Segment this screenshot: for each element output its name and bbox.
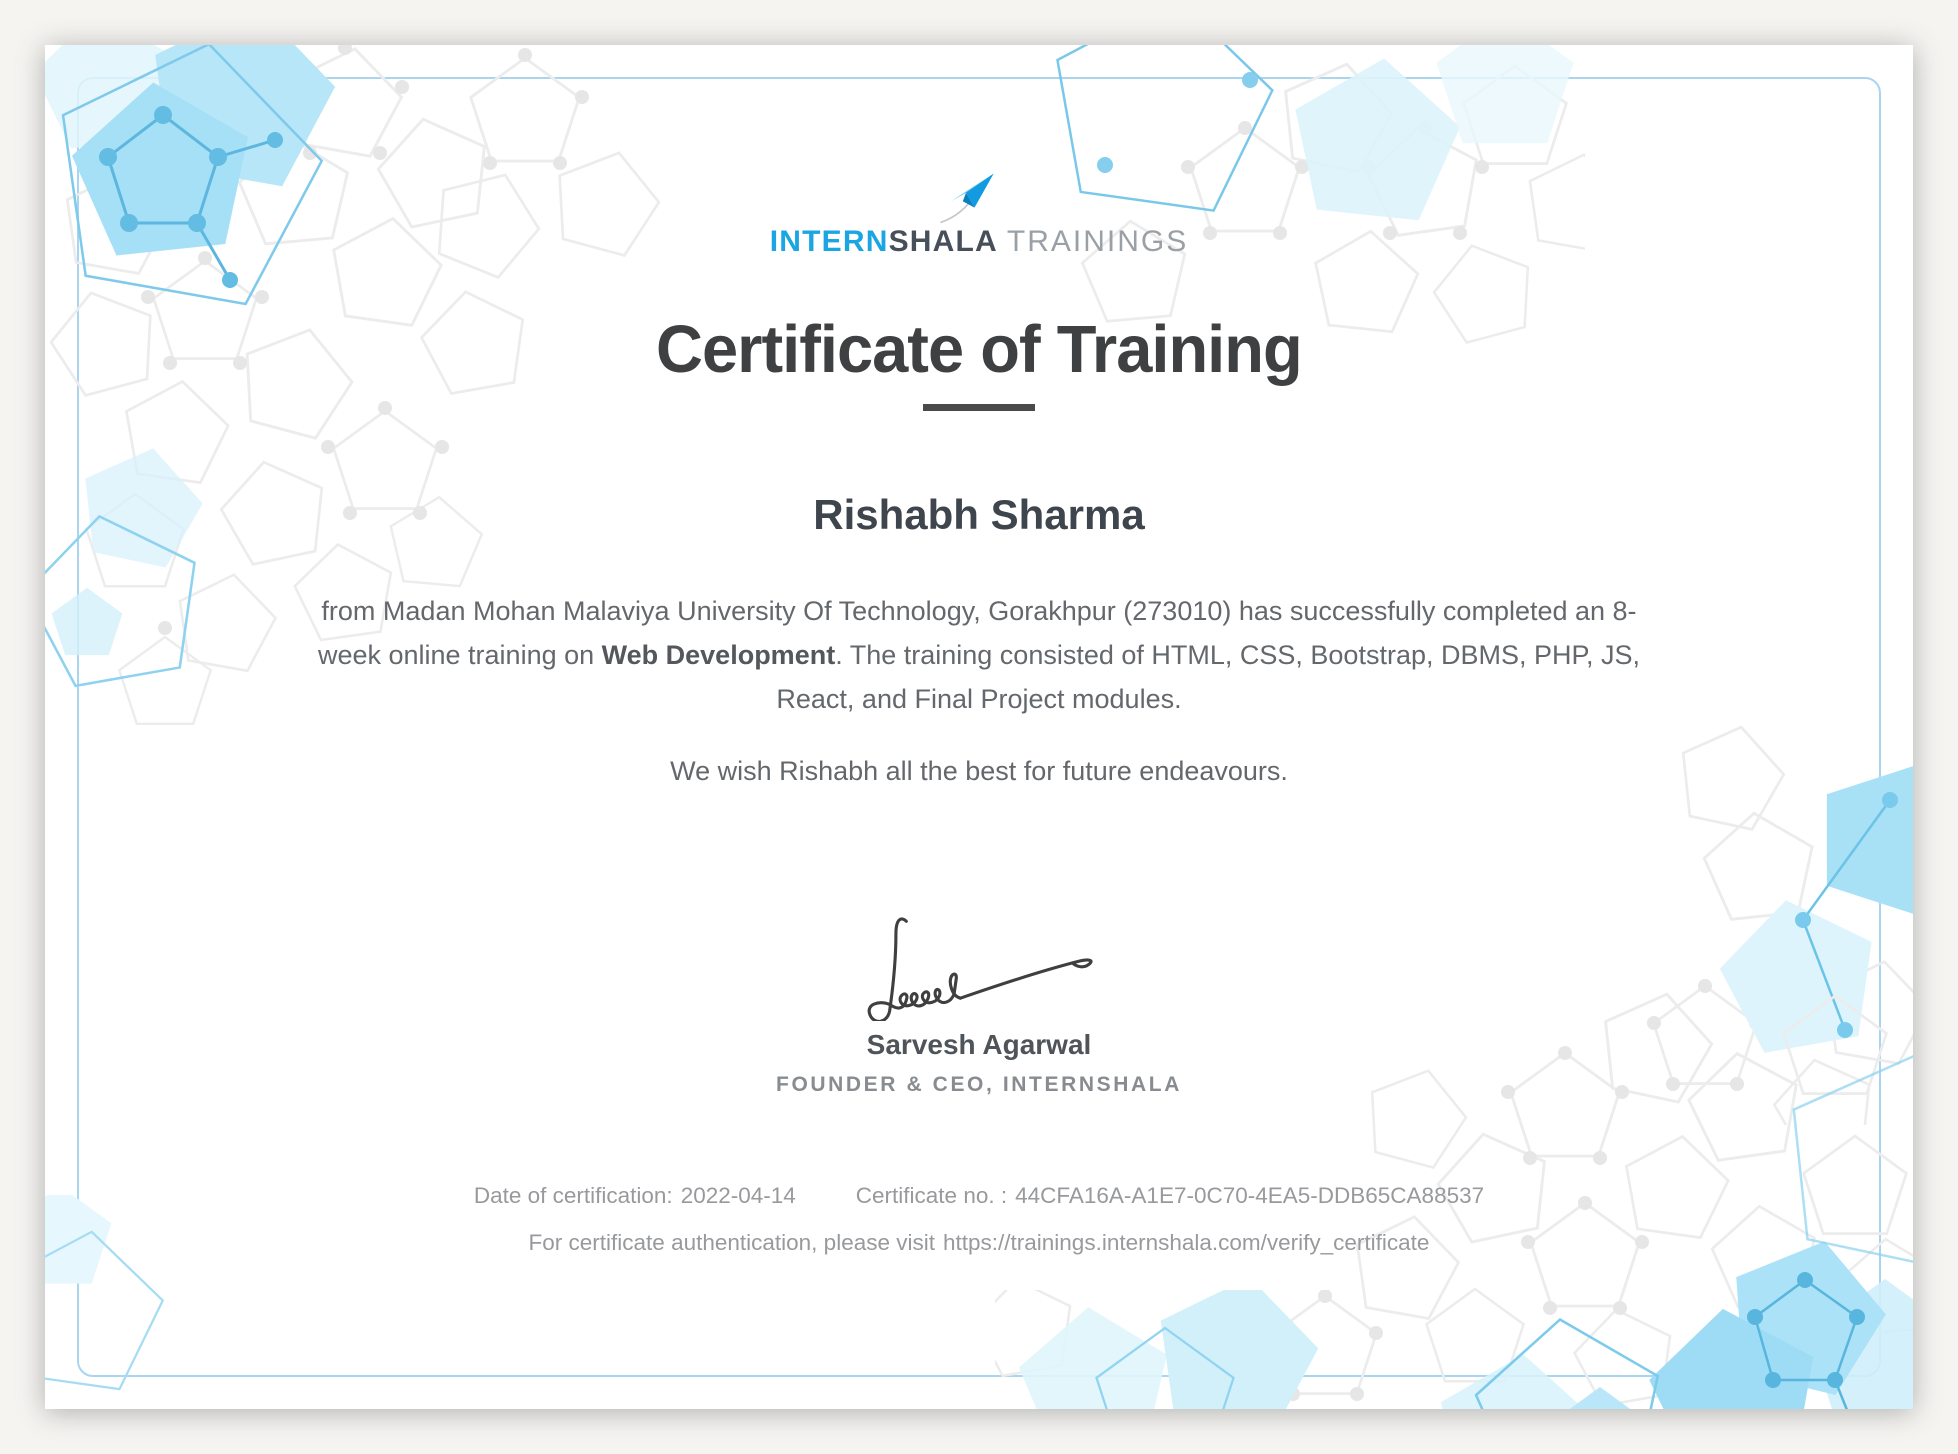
- verification-url: https://trainings.internshala.com/verify_certificate: [942, 1229, 1430, 1255]
- internshala-logo: [770, 169, 1189, 259]
- certificate-meta: [474, 1183, 1484, 1209]
- recipient-name: Rishabh Sharma: [813, 490, 1145, 538]
- date-value: 2022-04-14: [680, 1182, 796, 1208]
- body-line-3: React, and Final Project modules.: [776, 683, 1182, 714]
- certificate-number-value: 44CFA16A-A1E7-0C70-4EA5-DDB65CA88537: [1015, 1182, 1485, 1208]
- logo-word-intern: INTERN: [769, 225, 889, 258]
- signatory-role: FOUNDER & CEO, INTERNSHALA: [776, 1072, 1182, 1096]
- body-line-2: [318, 633, 1640, 677]
- signatory-name: Sarvesh Agarwal: [866, 1028, 1092, 1060]
- certificate-number-label: Certificate no. :: [855, 1182, 1008, 1208]
- authentication-text: For certificate authentication, please visit: [528, 1229, 935, 1255]
- date-label: Date of certification:: [473, 1182, 673, 1208]
- body-line-1: from Madan Mohan Malaviya University Of Technology, Gorakhpur (273010) has successfully completed an 8-: [321, 595, 1637, 626]
- body-line-2-before: week online training on: [317, 639, 602, 670]
- certification-date: [474, 1183, 796, 1209]
- certificate-content: [45, 45, 1913, 1409]
- wish-line: We wish Rishabh all the best for future endeavours.: [670, 755, 1288, 786]
- logo-word-trainings: TRAININGS: [1006, 225, 1189, 258]
- authentication-note: [529, 1230, 1430, 1256]
- signature-image: [843, 913, 1115, 1021]
- certificate-page: [45, 45, 1913, 1409]
- paper-plane-icon: [934, 169, 998, 225]
- logo-word-shala: SHALA: [888, 225, 998, 258]
- internshala-logo-text: [770, 225, 1189, 259]
- certificate-body: [318, 589, 1640, 721]
- certificate-number: [856, 1183, 1484, 1209]
- certificate-title: Certificate of Training: [656, 312, 1302, 387]
- title-divider: [923, 404, 1035, 411]
- course-name: Web Development: [601, 639, 836, 670]
- body-line-2-after: . The training consisted of HTML, CSS, Bootstrap, DBMS, PHP, JS,: [835, 639, 1641, 670]
